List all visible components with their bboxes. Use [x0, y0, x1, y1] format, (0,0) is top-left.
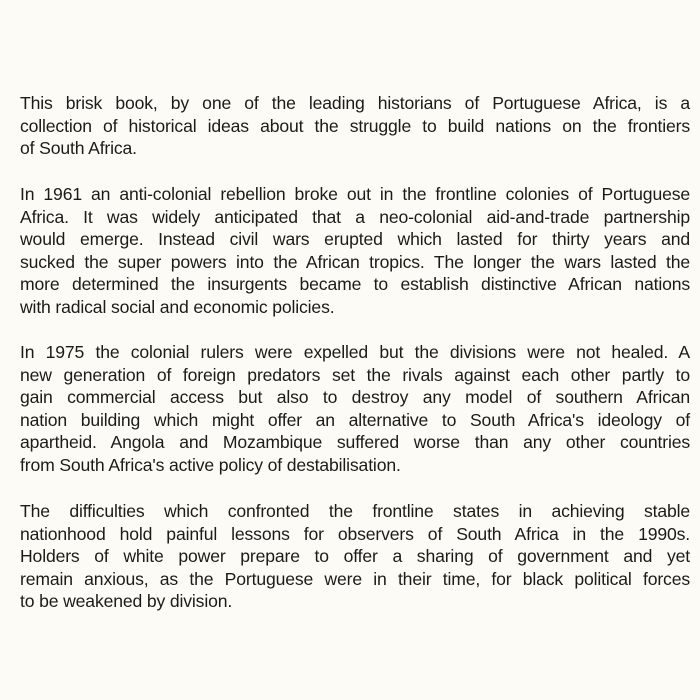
text-line: apartheid. Angola and Mozambique suffered worse than any other countries [20, 432, 690, 452]
text-line: with radical social and economic policies. [20, 296, 335, 317]
text-line: from South Africa's active policy of destabilisation. [20, 454, 401, 475]
text-line: In 1961 an anti-colonial rebellion broke out in the frontline colonies of Portuguese [20, 184, 690, 204]
paragraph-lessons [20, 500, 690, 613]
text-line: new generation of foreign predators set the rivals against each other partly to [20, 364, 690, 385]
text-line: more determined the insurgents became to establish distinctive African nations [20, 274, 690, 294]
text-line: would emerge. Instead civil wars erupted which lasted for thirty years and [20, 229, 690, 249]
text-line: collection of historical ideas about the struggle to build nations on the frontiers [20, 115, 690, 136]
text-line: Holders of white power prepare to offer a sharing of government and yet [20, 546, 690, 566]
paragraph-1975-expulsion [20, 341, 690, 476]
text-line: gain commercial access but also to destroy any model of southern African [20, 387, 690, 407]
text-line: nationhood hold painful lessons for observers of South Africa in the 1990s. [20, 523, 690, 544]
text-line: In 1975 the colonial rulers were expelled but the divisions were not healed. A [20, 342, 690, 362]
paragraph-1961-rebellion [20, 183, 690, 318]
text-line: The difficulties which confronted the frontline states in achieving stable [20, 501, 690, 521]
text-line: nation building which might offer an alternative to South Africa's ideology of [20, 409, 690, 430]
text-line: remain anxious, as the Portuguese were in their time, for black political forces [20, 568, 690, 589]
text-line: of South Africa. [20, 138, 137, 158]
text-line: sucked the super powers into the African tropics. The longer the wars lasted the [20, 251, 690, 272]
text-line: Africa. It was widely anticipated that a neo-colonial aid-and-trade partnership [20, 206, 690, 227]
text-line: to be weakened by division. [20, 591, 233, 611]
paragraph-intro [20, 92, 690, 160]
text-line: This brisk book, by one of the leading historians of Portuguese Africa, is a [20, 93, 690, 113]
